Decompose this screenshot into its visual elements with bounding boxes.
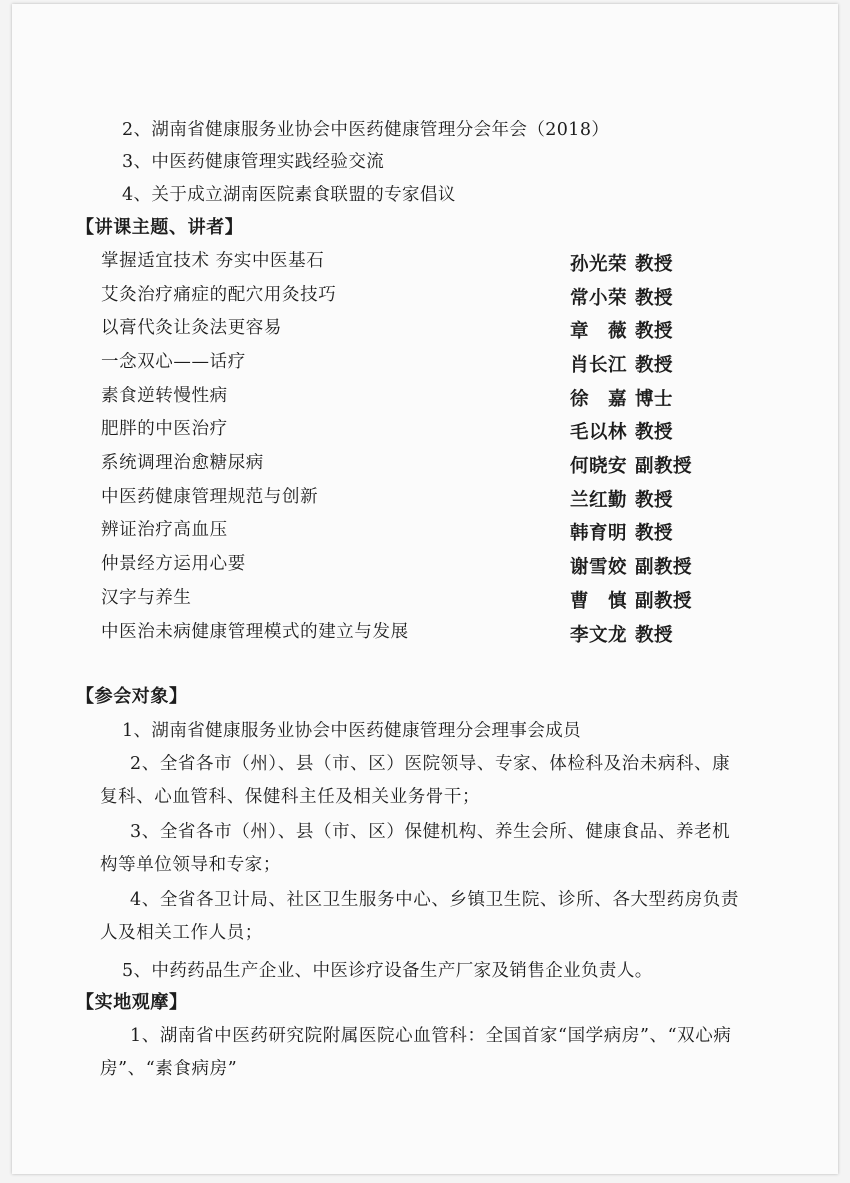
agenda-item: 4、关于成立湖南医院素食联盟的专家倡议 <box>122 185 456 205</box>
lectures-heading: 【讲课主题、讲者】 <box>76 217 244 238</box>
lecture-speaker <box>570 557 692 579</box>
lecture-speaker <box>570 490 673 512</box>
lecture-speaker <box>570 288 673 310</box>
lecture-speaker <box>570 321 673 343</box>
speaker-name: 李文龙 <box>570 625 628 646</box>
speaker-title: 博士 <box>635 389 674 410</box>
lecture-row <box>12 519 838 545</box>
lecture-row <box>12 317 838 343</box>
speaker-title: 教授 <box>635 490 674 511</box>
speaker-title: 教授 <box>635 254 674 275</box>
attendee-item: 1、湖南省健康服务业协会中医药健康管理分会理事会成员 <box>122 721 582 741</box>
lecture-topic: 中医药健康管理规范与创新 <box>101 487 319 507</box>
lecture-topic: 艾灸治疗痛症的配穴用灸技巧 <box>101 285 337 305</box>
agenda-item: 3、中医药健康管理实践经验交流 <box>122 152 385 172</box>
lecture-topic: 素食逆转慢性病 <box>101 386 228 406</box>
speaker-title: 副教授 <box>635 557 693 578</box>
speaker-name: 徐 嘉 <box>570 389 628 410</box>
attendee-item <box>100 816 740 882</box>
lecture-topic: 仲景经方运用心要 <box>101 554 246 574</box>
attendee-item <box>100 884 740 950</box>
speaker-title: 教授 <box>635 625 674 646</box>
site-visit-heading: 【实地观摩】 <box>76 992 188 1013</box>
lecture-topic: 辨证治疗高血压 <box>101 520 228 540</box>
speaker-title: 教授 <box>635 321 674 342</box>
lecture-row <box>12 385 838 411</box>
lecture-topic: 一念双心——话疗 <box>101 352 246 372</box>
lecture-row <box>12 452 838 478</box>
speaker-title: 副教授 <box>635 456 693 477</box>
lecture-speaker <box>570 389 673 411</box>
lecture-speaker <box>570 254 673 276</box>
document-page <box>12 4 838 1174</box>
speaker-name: 毛以林 <box>570 422 628 443</box>
lecture-topic: 肥胖的中医治疗 <box>101 419 228 439</box>
lecture-speaker <box>570 523 673 545</box>
lecture-topic: 掌握适宜技术 夯实中医基石 <box>101 251 325 271</box>
attendee-text: 2、全省各市（州）、县（市、区）医院领导、专家、体检科及治未病科、康复科、心血管科、保健科主任及相关业务骨干； <box>100 754 731 807</box>
speaker-title: 教授 <box>635 355 674 376</box>
speaker-name: 兰红勤 <box>570 490 628 511</box>
lecture-speaker <box>570 422 673 444</box>
lecture-row <box>12 351 838 377</box>
speaker-title: 教授 <box>635 288 674 309</box>
lecture-row <box>12 553 838 579</box>
lecture-row <box>12 418 838 444</box>
lecture-speaker <box>570 625 673 647</box>
attendee-item <box>100 748 740 814</box>
lecture-topic: 系统调理治愈糖尿病 <box>101 453 264 473</box>
lecture-row <box>12 250 838 276</box>
lecture-row <box>12 486 838 512</box>
site-visit-text: 1、湖南省中医药研究院附属医院心血管科：全国首家“国学病房”、“双心病房”、“素食病房” <box>100 1026 732 1079</box>
lecture-row <box>12 587 838 613</box>
lecture-row <box>12 284 838 310</box>
site-visit-item <box>100 1020 750 1086</box>
speaker-name: 常小荣 <box>570 288 628 309</box>
agenda-item: 2、湖南省健康服务业协会中医药健康管理分会年会（2018） <box>122 120 610 140</box>
attendee-text: 3、全省各市（州）、县（市、区）保健机构、养生会所、健康食品、养老机构等单位领导和专家； <box>100 822 731 875</box>
speaker-title: 副教授 <box>635 591 693 612</box>
lecture-row <box>12 621 838 647</box>
speaker-name: 肖长江 <box>570 355 628 376</box>
attendee-text: 4、全省各卫计局、社区卫生服务中心、乡镇卫生院、诊所、各大型药房负责人及相关工作人员； <box>100 890 740 943</box>
speaker-name: 孙光荣 <box>570 254 628 275</box>
speaker-title: 教授 <box>635 523 674 544</box>
speaker-name: 谢雪姣 <box>570 557 628 578</box>
lecture-speaker <box>570 355 673 377</box>
speaker-name: 章 薇 <box>570 321 628 342</box>
speaker-name: 何晓安 <box>570 456 628 477</box>
lecture-topic: 汉字与养生 <box>101 588 192 608</box>
lecture-topic: 中医治未病健康管理模式的建立与发展 <box>101 622 409 642</box>
attendees-heading: 【参会对象】 <box>76 686 188 707</box>
speaker-name: 韩育明 <box>570 523 628 544</box>
speaker-title: 教授 <box>635 422 674 443</box>
lecture-topic: 以膏代灸让灸法更容易 <box>101 318 282 338</box>
attendee-item: 5、中药药品生产企业、中医诊疗设备生产厂家及销售企业负责人。 <box>122 961 653 981</box>
lecture-speaker <box>570 591 692 613</box>
lecture-speaker <box>570 456 692 478</box>
speaker-name: 曹 慎 <box>570 591 628 612</box>
